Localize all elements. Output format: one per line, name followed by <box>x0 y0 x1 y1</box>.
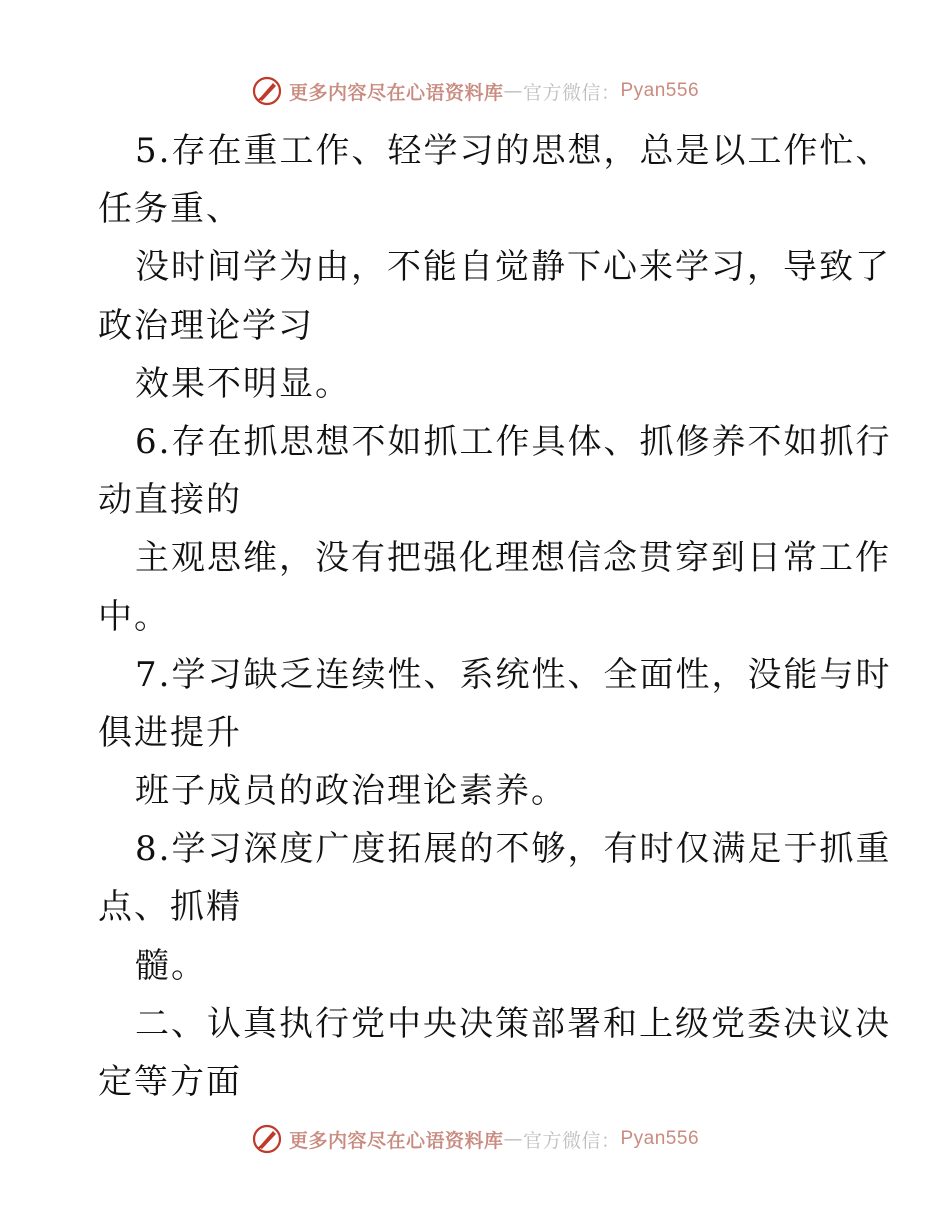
text-line: 8.学习深度广度拓展的不够，有时仅满足于抓重 <box>135 829 892 870</box>
text-line: 点、抓精 <box>98 887 242 928</box>
text-line: 6.存在抓思想不如抓工作具体、抓修养不如抓行 <box>135 421 892 462</box>
watermark-secondary-text: 官方微信： <box>522 81 621 104</box>
section-heading-line: 二、认真执行党中央决策部署和上级党委决议决 <box>135 1003 891 1044</box>
text-line: 中。 <box>98 596 170 637</box>
text-line: 5.存在重工作、轻学习的思想，总是以工作忙、 <box>135 131 892 171</box>
text-line: 没时间学为由，不能自觉静下心来学习，导致了 <box>135 247 891 288</box>
quill-logo-icon <box>251 75 283 107</box>
section-heading-line: 定等方面 <box>98 1062 242 1102</box>
quill-logo-icon <box>251 1123 283 1155</box>
text-line: 动直接的 <box>98 480 242 521</box>
watermark-primary-text: 更多内容尽在心语资料库 <box>288 81 504 104</box>
watermark-wechat-id: Pyan556 <box>620 80 700 101</box>
watermark-dash: — <box>503 80 523 102</box>
text-line: 效果不明显。 <box>135 363 351 404</box>
text-line: 政治理论学习 <box>98 305 314 346</box>
text-line: 俱进提升 <box>98 712 242 753</box>
watermark-primary-text: 更多内容尽在心语资料库 <box>288 1129 504 1152</box>
text-line: 髓。 <box>135 945 207 986</box>
text-line: 主观思维，没有把强化理想信念贯穿到日常工作 <box>135 538 891 579</box>
header-watermark <box>0 74 950 108</box>
document-body <box>98 122 892 1111</box>
text-line: 7.学习缺乏连续性、系统性、全面性，没能与时 <box>135 654 892 695</box>
watermark-secondary-text: 官方微信： <box>522 1129 621 1152</box>
text-line: 任务重、 <box>98 189 242 230</box>
text-line: 班子成员的政治理论素养。 <box>135 771 567 812</box>
footer-watermark <box>0 1122 950 1156</box>
watermark-wechat-id: Pyan556 <box>620 1128 700 1149</box>
watermark-dash: — <box>503 1128 523 1150</box>
